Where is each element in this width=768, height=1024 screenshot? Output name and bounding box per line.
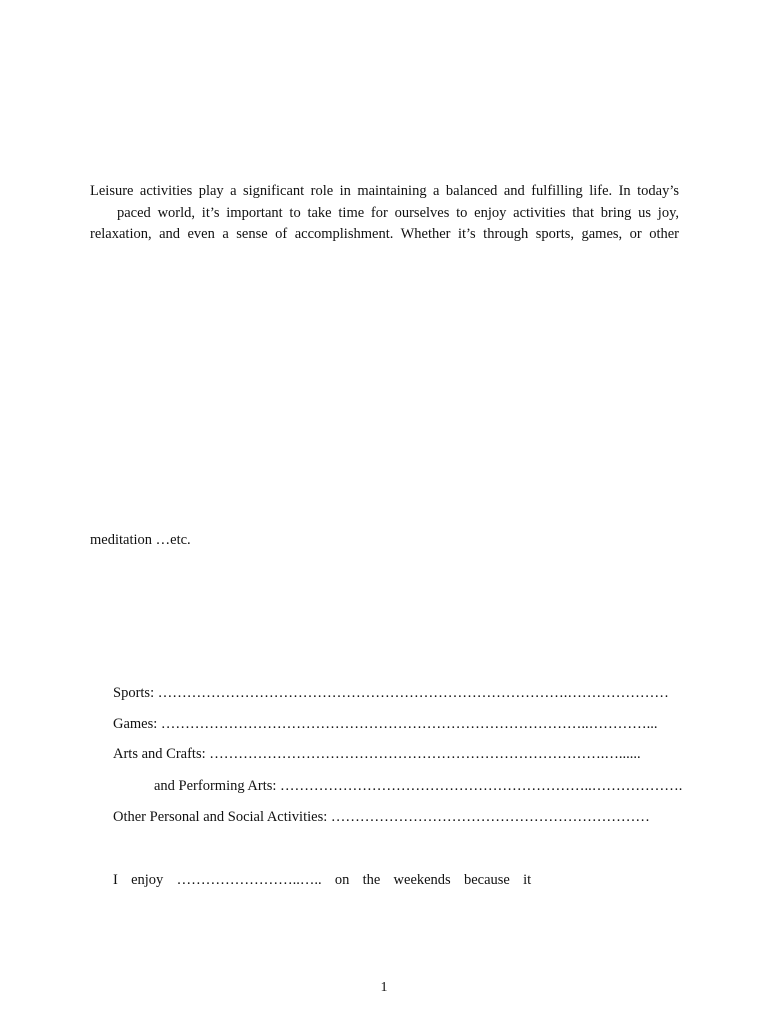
intro-line-1: Leisure activities play a significant role in maintaining a balanced and fulfilling life. In today’s bbox=[90, 183, 679, 199]
category-other-activities: Other Personal and Social Activities: ………………………………………………………… bbox=[113, 809, 650, 825]
sentence-word: because bbox=[463, 872, 510, 888]
category-games: Games: ……………………………………………………………………………..…………... bbox=[113, 716, 658, 732]
sentence-word: it bbox=[523, 872, 532, 888]
sentence-word: the bbox=[362, 872, 381, 888]
sentence-word: on bbox=[334, 872, 350, 888]
category-performing-arts: and Performing Arts: ………………………………………………………..………………. bbox=[154, 778, 683, 794]
page-number: 1 bbox=[380, 980, 388, 995]
category-sports: Sports: ………………………………………………………………………….………………… bbox=[113, 685, 669, 701]
fill-in-sentence bbox=[113, 870, 531, 890]
intro-line-2: paced world, it’s important to take time for ourselves to enjoy activities that bring us joy, bbox=[117, 205, 679, 221]
intro-continuation: meditation …etc. bbox=[90, 532, 191, 548]
sentence-blank: ……………………..….. bbox=[176, 872, 322, 888]
sentence-word: I bbox=[113, 872, 118, 888]
sentence-word: weekends bbox=[393, 872, 451, 888]
category-arts-crafts: Arts and Crafts: ……………………………………………………………………….…...... bbox=[113, 746, 641, 762]
intro-line-3: relaxation, and even a sense of accomplishment. Whether it’s through sports, games, or other bbox=[90, 226, 679, 242]
sentence-word: enjoy bbox=[131, 872, 164, 888]
